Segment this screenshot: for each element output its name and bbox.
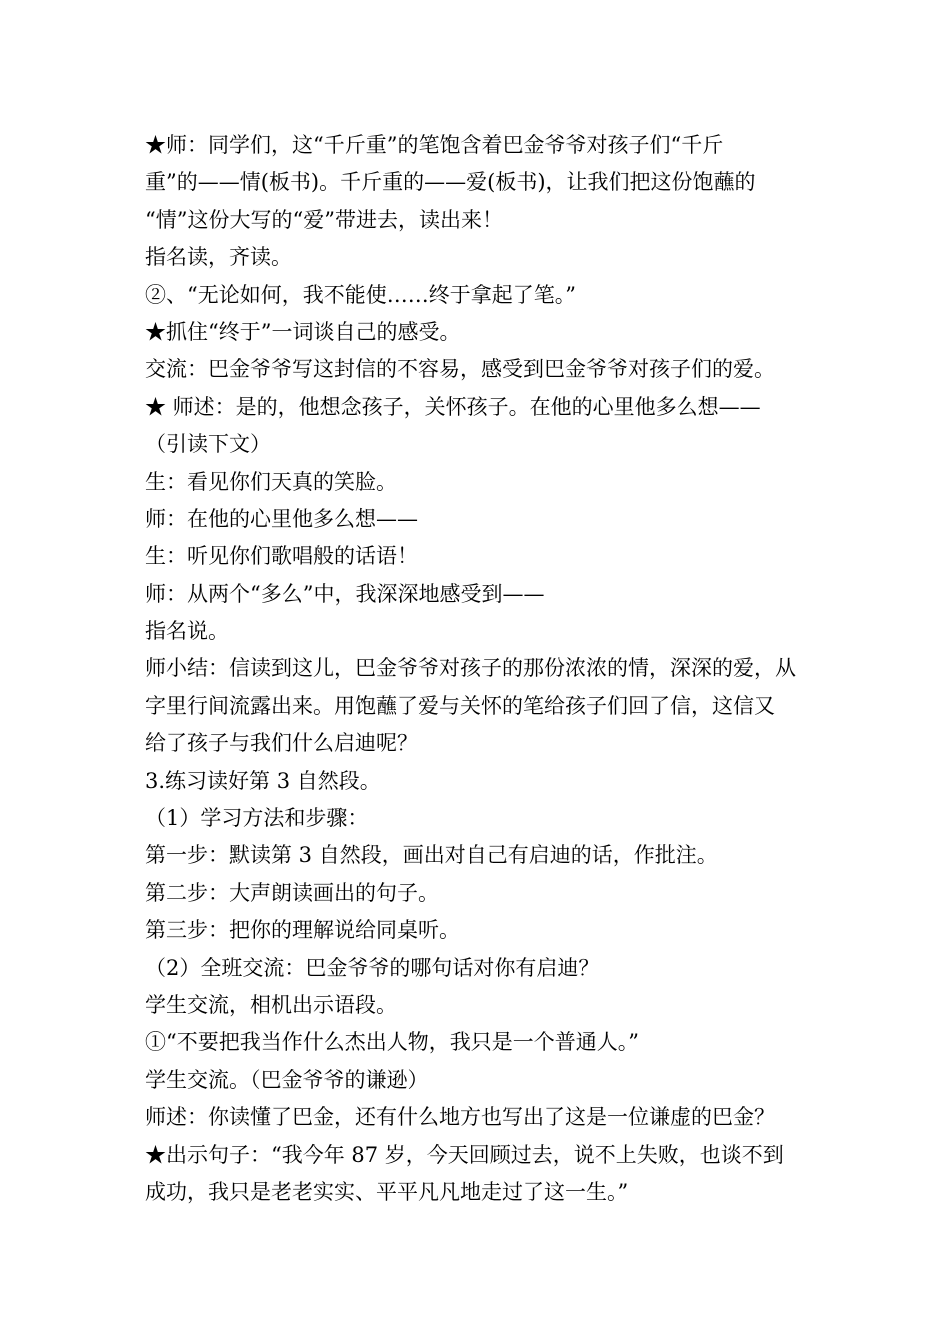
text-line: 第二步：大声朗读画出的句子。	[145, 880, 439, 905]
text-line: 师小结：信读到这儿，巴金爷爷对孩子的那份浓浓的情，深深的爱，从	[145, 656, 796, 681]
text-line: 成功，我只是老老实实、平平凡凡地走过了这一生。”	[145, 1179, 629, 1204]
text-line: 师述：你读懂了巴金，还有什么地方也写出了这是一位谦虚的巴金？	[145, 1105, 775, 1130]
text-line: 师：从两个“多么”中，我深深地感受到——	[145, 581, 545, 606]
text-line: ★抓住“终于”一词谈自己的感受。	[145, 319, 461, 344]
text-line: 指名读，齐读。	[145, 245, 292, 270]
text-line: 学生交流，相机出示语段。	[145, 992, 397, 1017]
text-line: （2）全班交流：巴金爷爷的哪句话对你有启迪？	[145, 955, 600, 980]
text-line: （1）学习方法和步骤：	[145, 806, 369, 831]
text-line: （引读下文）	[145, 432, 271, 457]
text-line: ★出示句子：“我今年 87 岁，今天回顾过去，说不上失败，也谈不到	[145, 1142, 784, 1167]
text-line: “情”这份大写的“爱”带进去，读出来！	[145, 207, 503, 232]
text-line: 生：看见你们天真的笑脸。	[145, 469, 397, 494]
text-line: ①“不要把我当作什么杰出人物，我只是一个普通人。”	[145, 1030, 639, 1055]
text-line: 指名说。	[145, 619, 229, 644]
text-line: 第一步：默读第 3 自然段，画出对自己有启迪的话，作批注。	[145, 843, 718, 868]
text-line: ②、“无论如何，我不能使……终于拿起了笔。”	[145, 282, 576, 307]
text-line: 第三步：把你的理解说给同桌听。	[145, 918, 460, 943]
text-line: 重”的——情(板书)。千斤重的——爱(板书)，让我们把这份饱蘸的	[145, 170, 756, 195]
text-line: 交流：巴金爷爷写这封信的不容易，感受到巴金爷爷对孩子们的爱。	[145, 357, 775, 382]
text-line: ★师：同学们，这“千斤重”的笔饱含着巴金爷爷对孩子们“千斤	[145, 133, 724, 157]
text-line: 给了孩子与我们什么启迪呢？	[145, 731, 418, 756]
text-line: 学生交流。（巴金爷爷的谦逊）	[145, 1067, 429, 1092]
text-line: 字里行间流露出来。用饱蘸了爱与关怀的笔给孩子们回了信，这信又	[145, 693, 775, 718]
text-line: 3.练习读好第 3 自然段。	[145, 768, 381, 793]
text-line: ★ 师述：是的，他想念孩子，关怀孩子。在他的心里他多么想——	[145, 394, 761, 419]
text-line: 师：在他的心里他多么想——	[145, 506, 418, 531]
text-line: 生：听见你们歌唱般的话语！	[145, 544, 418, 569]
document-body	[145, 127, 815, 1211]
